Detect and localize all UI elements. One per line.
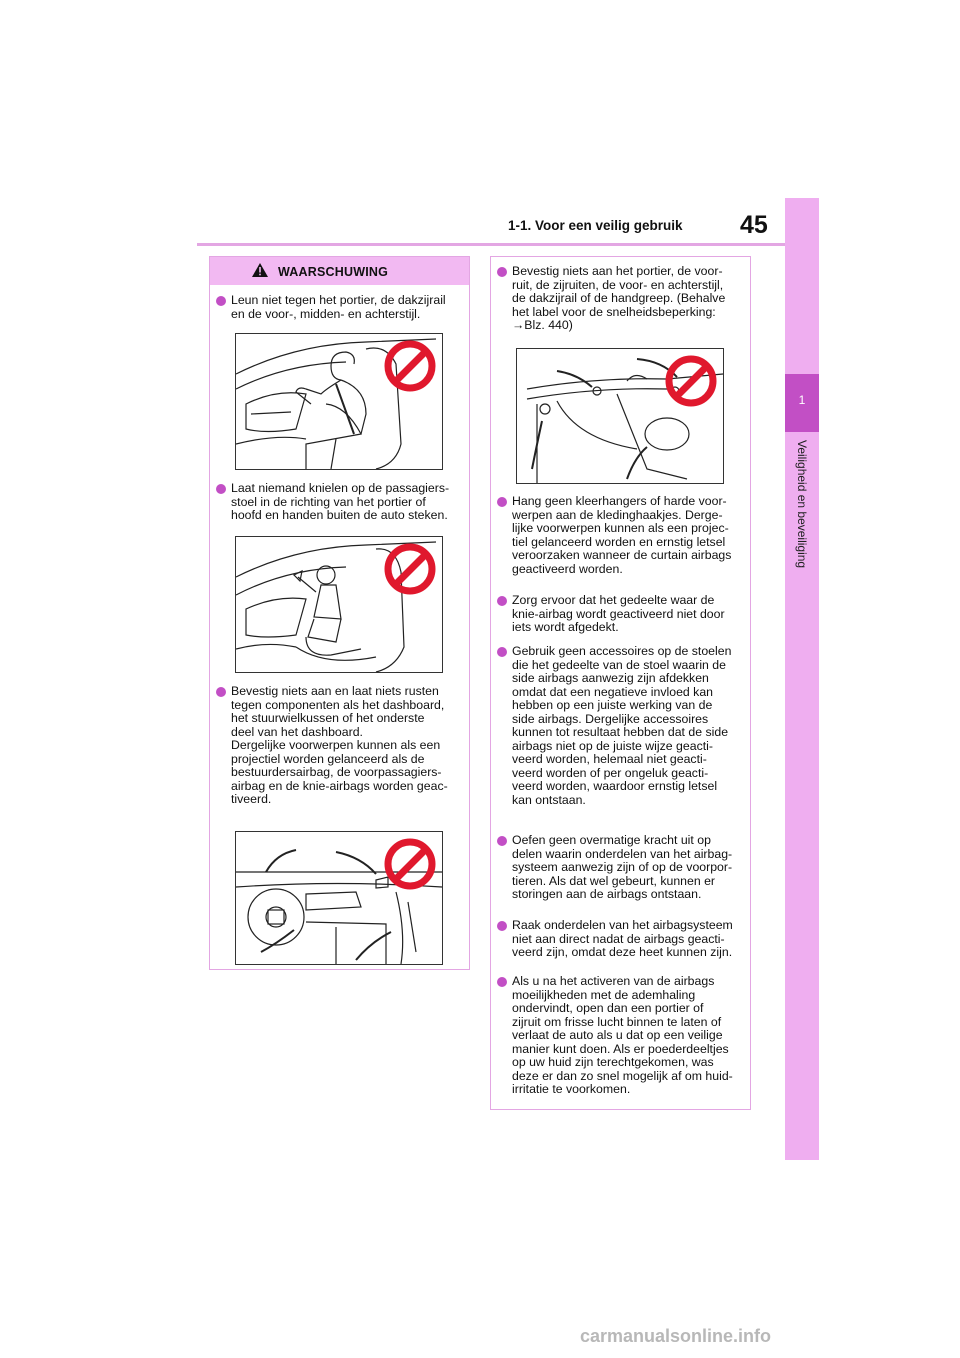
bullet-icon <box>216 687 226 697</box>
list-item <box>497 265 747 333</box>
item-text: Laat niemand knielen op de passagiers- stoel in de richting van het portier of hoofd en handen buiten de auto steken. <box>231 481 450 522</box>
prohibition-icon <box>384 543 436 595</box>
page-number: 45 <box>740 211 768 239</box>
header-divider <box>197 243 785 246</box>
item-text: Leun niet tegen het portier, de dakzijrail en de voor-, midden- en achterstijl. <box>231 293 446 321</box>
warning-box <box>209 256 470 970</box>
list-item <box>216 685 466 807</box>
warning-title: WAARSCHUWING <box>278 265 389 279</box>
list-item <box>216 294 466 321</box>
illustration-kneeling-on-seat <box>235 536 443 673</box>
item-text: Zorg ervoor dat het gedeelte waar de knie-airbag wordt geactiveerd niet door iets wordt afgedekt. <box>512 593 725 634</box>
bullet-icon <box>497 921 507 931</box>
list-item <box>497 495 747 576</box>
bullet-icon <box>497 267 507 277</box>
list-item <box>497 645 747 807</box>
warning-triangle-icon <box>252 263 268 277</box>
item-text: Oefen geen overmatige kracht uit op delen waarin onderdelen van het airbag- systeem aanwezig zijn of op de voorpor- tieren. Als dat wel gebeurt, kunnen er storingen aan de airbags ontstaan. <box>512 833 733 901</box>
prohibition-icon <box>665 355 717 407</box>
item-text: Gebruik geen accessoires op de stoelen die het gedeelte van de stoel waarin de side airbags aanwezig zijn afdekken omdat dat een negatieve invloed kan hebben op een juiste werking van de side airbags. Dergelijke accessoires kunnen tot resultaat hebben dat de side airbags niet op de juiste wijze geacti- veerd worden, helemaal niet geacti- veerd worden of per ongeluk geacti- veerd worden, waardoor ernstig letsel kan ontstaan. <box>512 644 732 807</box>
illustration-leaning-on-door <box>235 333 443 470</box>
bullet-icon <box>497 647 507 657</box>
list-item <box>497 919 747 960</box>
illustration-dashboard-objects <box>235 831 443 965</box>
chapter-title: Veiligheid en beveiliging <box>795 440 809 569</box>
bullet-icon <box>497 836 507 846</box>
watermark: carmanualsonline.info <box>580 1326 772 1346</box>
list-item <box>497 975 747 1097</box>
item-text: Bevestig niets aan het portier, de voor- ruit, de zijruiten, de voor- en achterstijl, de dakzijrail of de handgreep. (Behalve het label voor de snelheidsbeperking: →Blz. 440) <box>512 264 726 332</box>
warning-box-continued <box>490 256 751 1110</box>
bullet-icon <box>497 596 507 606</box>
item-text: Als u na het activeren van de airbags moeilijkheden met de ademhaling ondervindt, open dan een portier of zijruit om frisse lucht binnen te laten of verlaat de auto als u dat op een veilige manier kunt doen. Als er poederdeeltjes op uw huid zijn terechtgekomen, was deze er dan zo snel mogelijk af om huid- irritatie te voorkomen. <box>512 974 733 1096</box>
prohibition-icon <box>384 340 436 392</box>
list-item <box>497 834 747 902</box>
prohibition-icon <box>384 838 436 890</box>
bullet-icon <box>216 484 226 494</box>
illustration-pillar-attachments <box>516 348 724 484</box>
item-text: Bevestig niets aan en laat niets rusten tegen componenten als het dashboard, het stuurwielkussen of het onderste deel van het dashboard. Dergelijke voorwerpen kunnen als een projectiel worden gelanceerd als de bestuurdersairbag, de voorpassagiers- airbag en de knie-airbags worden geac- tiveerd. <box>231 684 448 806</box>
list-item <box>497 594 747 635</box>
item-text: Raak onderdelen van het airbagsysteem niet aan direct nadat de airbags geacti- veerd zijn, omdat deze heet kunnen zijn. <box>512 918 733 959</box>
bullet-icon <box>497 977 507 987</box>
chapter-side-tab <box>785 198 819 1160</box>
section-title: 1-1. Voor een veilig gebruik <box>508 218 683 233</box>
chapter-number: 1 <box>798 393 806 407</box>
list-item <box>216 482 466 523</box>
warning-header <box>210 257 469 285</box>
item-text: Hang geen kleerhangers of harde voor- werpen aan de kledinghaakjes. Derge- lijke voorwerpen kunnen als een projec- tiel gelanceerd worden en ernstig letsel veroorzaken wanneer de curtain airbags geactiveerd worden. <box>512 494 732 576</box>
bullet-icon <box>216 296 226 306</box>
bullet-icon <box>497 497 507 507</box>
